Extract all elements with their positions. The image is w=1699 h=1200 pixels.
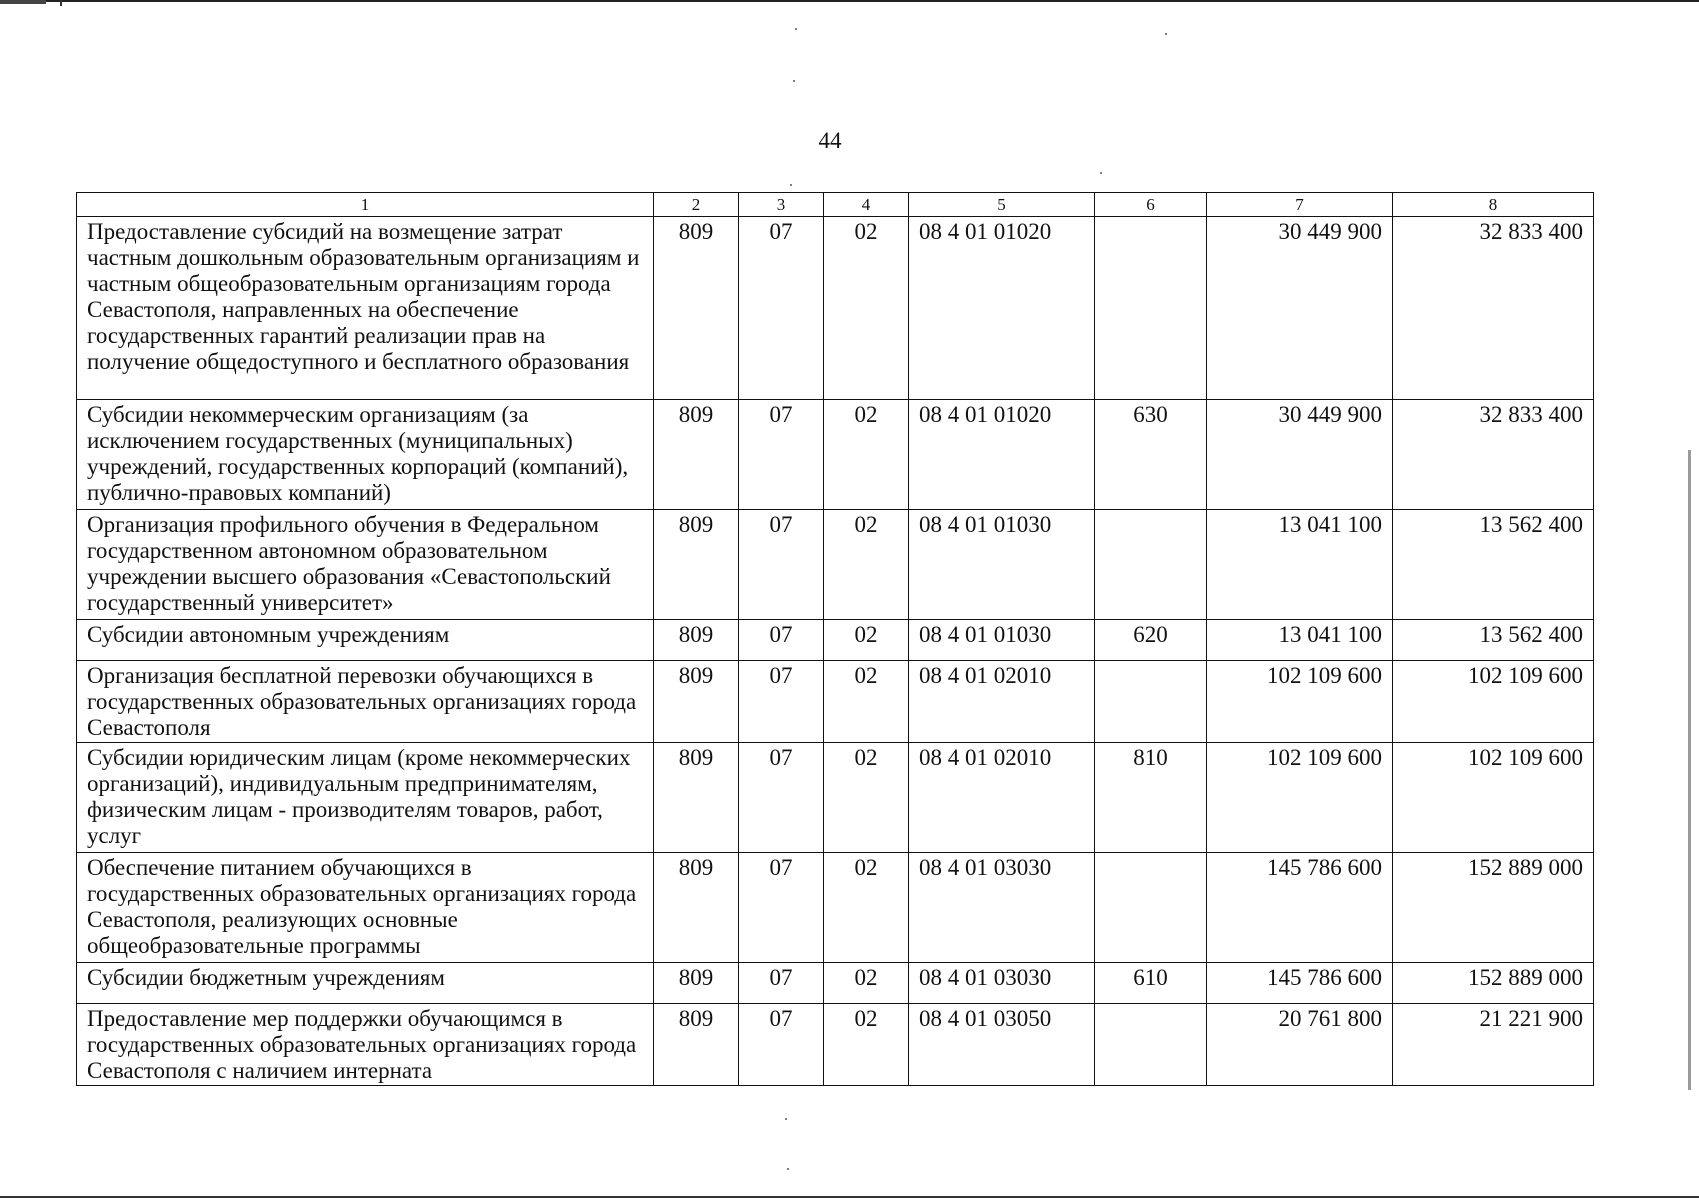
- column-header-7: 7: [1207, 193, 1393, 217]
- section-cell: 07: [739, 400, 824, 510]
- table-row: [77, 510, 1594, 620]
- description-cell: Субсидии бюджетным учреждениям: [77, 963, 654, 1004]
- admin-code-cell: 809: [654, 661, 739, 743]
- description-cell: Субсидии юридическим лицам (кроме некоммерческих организаций), индивидуальным предпринимателям, физическим лицам - производителям товаров, работ, услуг: [77, 743, 654, 853]
- scan-speck: [785, 1118, 787, 1120]
- expense-type-cell: [1095, 510, 1207, 620]
- target-article-cell: 08 4 01 01020: [909, 217, 1095, 400]
- amount-year2-cell: 32 833 400: [1393, 400, 1594, 510]
- column-header-1: 1: [77, 193, 654, 217]
- section-cell: 07: [739, 853, 824, 963]
- column-header-5: 5: [909, 193, 1095, 217]
- section-cell: 07: [739, 510, 824, 620]
- column-header-8: 8: [1393, 193, 1594, 217]
- admin-code-cell: 809: [654, 510, 739, 620]
- subsection-cell: 02: [824, 661, 909, 743]
- subsection-cell: 02: [824, 400, 909, 510]
- subsection-cell: 02: [824, 1004, 909, 1086]
- section-cell: 07: [739, 217, 824, 400]
- amount-year1-cell: 13 041 100: [1207, 510, 1393, 620]
- section-cell: 07: [739, 743, 824, 853]
- amount-year1-cell: 20 761 800: [1207, 1004, 1393, 1086]
- amount-year1-cell: 30 449 900: [1207, 217, 1393, 400]
- table-row: [77, 1004, 1594, 1086]
- subsection-cell: 02: [824, 217, 909, 400]
- amount-year1-cell: 102 109 600: [1207, 743, 1393, 853]
- budget-table: [76, 192, 1594, 1086]
- amount-year2-cell: 32 833 400: [1393, 217, 1594, 400]
- amount-year2-cell: 13 562 400: [1393, 510, 1594, 620]
- expense-type-cell: [1095, 217, 1207, 400]
- section-cell: 07: [739, 1004, 824, 1086]
- section-cell: 07: [739, 963, 824, 1004]
- admin-code-cell: 809: [654, 620, 739, 661]
- expense-type-cell: 620: [1095, 620, 1207, 661]
- amount-year2-cell: 13 562 400: [1393, 620, 1594, 661]
- subsection-cell: 02: [824, 510, 909, 620]
- table-row: [77, 620, 1594, 661]
- column-header-2: 2: [654, 193, 739, 217]
- expense-type-cell: 630: [1095, 400, 1207, 510]
- amount-year1-cell: 145 786 600: [1207, 853, 1393, 963]
- subsection-cell: 02: [824, 743, 909, 853]
- table-row: [77, 217, 1594, 400]
- amount-year1-cell: 145 786 600: [1207, 963, 1393, 1004]
- amount-year2-cell: 152 889 000: [1393, 853, 1594, 963]
- admin-code-cell: 809: [654, 1004, 739, 1086]
- subsection-cell: 02: [824, 620, 909, 661]
- description-cell: Субсидии автономным учреждениям: [77, 620, 654, 661]
- scan-speck: [793, 80, 795, 82]
- expense-type-cell: [1095, 661, 1207, 743]
- target-article-cell: 08 4 01 01030: [909, 510, 1095, 620]
- table-row: [77, 400, 1594, 510]
- expense-type-cell: 810: [1095, 743, 1207, 853]
- amount-year2-cell: 152 889 000: [1393, 963, 1594, 1004]
- page-number: 44: [818, 128, 842, 153]
- scan-edge-left: [60, 0, 62, 6]
- scan-edge-top-left: [0, 0, 46, 4]
- scan-speck: [1165, 33, 1167, 35]
- description-cell: Обеспечение питанием обучающихся в государственных образовательных организациях города Севастополя, реализующих основные общеобразовательные программы: [77, 853, 654, 963]
- scan-speck: [795, 28, 797, 30]
- admin-code-cell: 809: [654, 963, 739, 1004]
- target-article-cell: 08 4 01 02010: [909, 661, 1095, 743]
- description-cell: Субсидии некоммерческим организациям (за исключением государственных (муниципальных) учреждений, государственных корпораций (компаний), публично-правовых компаний): [77, 400, 654, 510]
- table-row: [77, 661, 1594, 743]
- description-cell: Организация бесплатной перевозки обучающихся в государственных образовательных организациях города Севастополя: [77, 661, 654, 743]
- amount-year2-cell: 102 109 600: [1393, 743, 1594, 853]
- table-row: [77, 853, 1594, 963]
- table-row: [77, 743, 1594, 853]
- scan-speck: [790, 184, 792, 186]
- target-article-cell: 08 4 01 03030: [909, 853, 1095, 963]
- section-cell: 07: [739, 661, 824, 743]
- description-cell: Предоставление мер поддержки обучающимся в государственных образовательных организациях города Севастополя с наличием интерната: [77, 1004, 654, 1086]
- admin-code-cell: 809: [654, 217, 739, 400]
- expense-type-cell: 610: [1095, 963, 1207, 1004]
- scan-edge-right: [1688, 450, 1691, 1090]
- amount-year1-cell: 13 041 100: [1207, 620, 1393, 661]
- expense-type-cell: [1095, 853, 1207, 963]
- target-article-cell: 08 4 01 03050: [909, 1004, 1095, 1086]
- column-header-6: 6: [1095, 193, 1207, 217]
- column-header-3: 3: [739, 193, 824, 217]
- subsection-cell: 02: [824, 963, 909, 1004]
- table-row: [77, 963, 1594, 1004]
- table-header-row: [77, 193, 1594, 217]
- table-body: [77, 217, 1594, 1086]
- subsection-cell: 02: [824, 853, 909, 963]
- scan-speck: [1100, 172, 1102, 174]
- description-cell: Организация профильного обучения в Федеральном государственном автономном образовательном учреждении высшего образования «Севастопольский государственный университет»: [77, 510, 654, 620]
- amount-year1-cell: 30 449 900: [1207, 400, 1393, 510]
- admin-code-cell: 809: [654, 400, 739, 510]
- scan-edge-top: [0, 0, 1699, 2]
- amount-year1-cell: 102 109 600: [1207, 661, 1393, 743]
- expense-type-cell: [1095, 1004, 1207, 1086]
- target-article-cell: 08 4 01 03030: [909, 963, 1095, 1004]
- scan-speck: [787, 1168, 789, 1170]
- amount-year2-cell: 21 221 900: [1393, 1004, 1594, 1086]
- description-cell: Предоставление субсидий на возмещение затрат частным дошкольным образовательным организациям и частным общеобразовательным организациям города Севастополя, направленных на обеспечение государственных гарантий реализации прав на получение общедоступного и бесплатного образования: [77, 217, 654, 400]
- target-article-cell: 08 4 01 01020: [909, 400, 1095, 510]
- column-header-4: 4: [824, 193, 909, 217]
- amount-year2-cell: 102 109 600: [1393, 661, 1594, 743]
- target-article-cell: 08 4 01 01030: [909, 620, 1095, 661]
- admin-code-cell: 809: [654, 743, 739, 853]
- target-article-cell: 08 4 01 02010: [909, 743, 1095, 853]
- scan-edge-bottom: [0, 1196, 1699, 1198]
- admin-code-cell: 809: [654, 853, 739, 963]
- section-cell: 07: [739, 620, 824, 661]
